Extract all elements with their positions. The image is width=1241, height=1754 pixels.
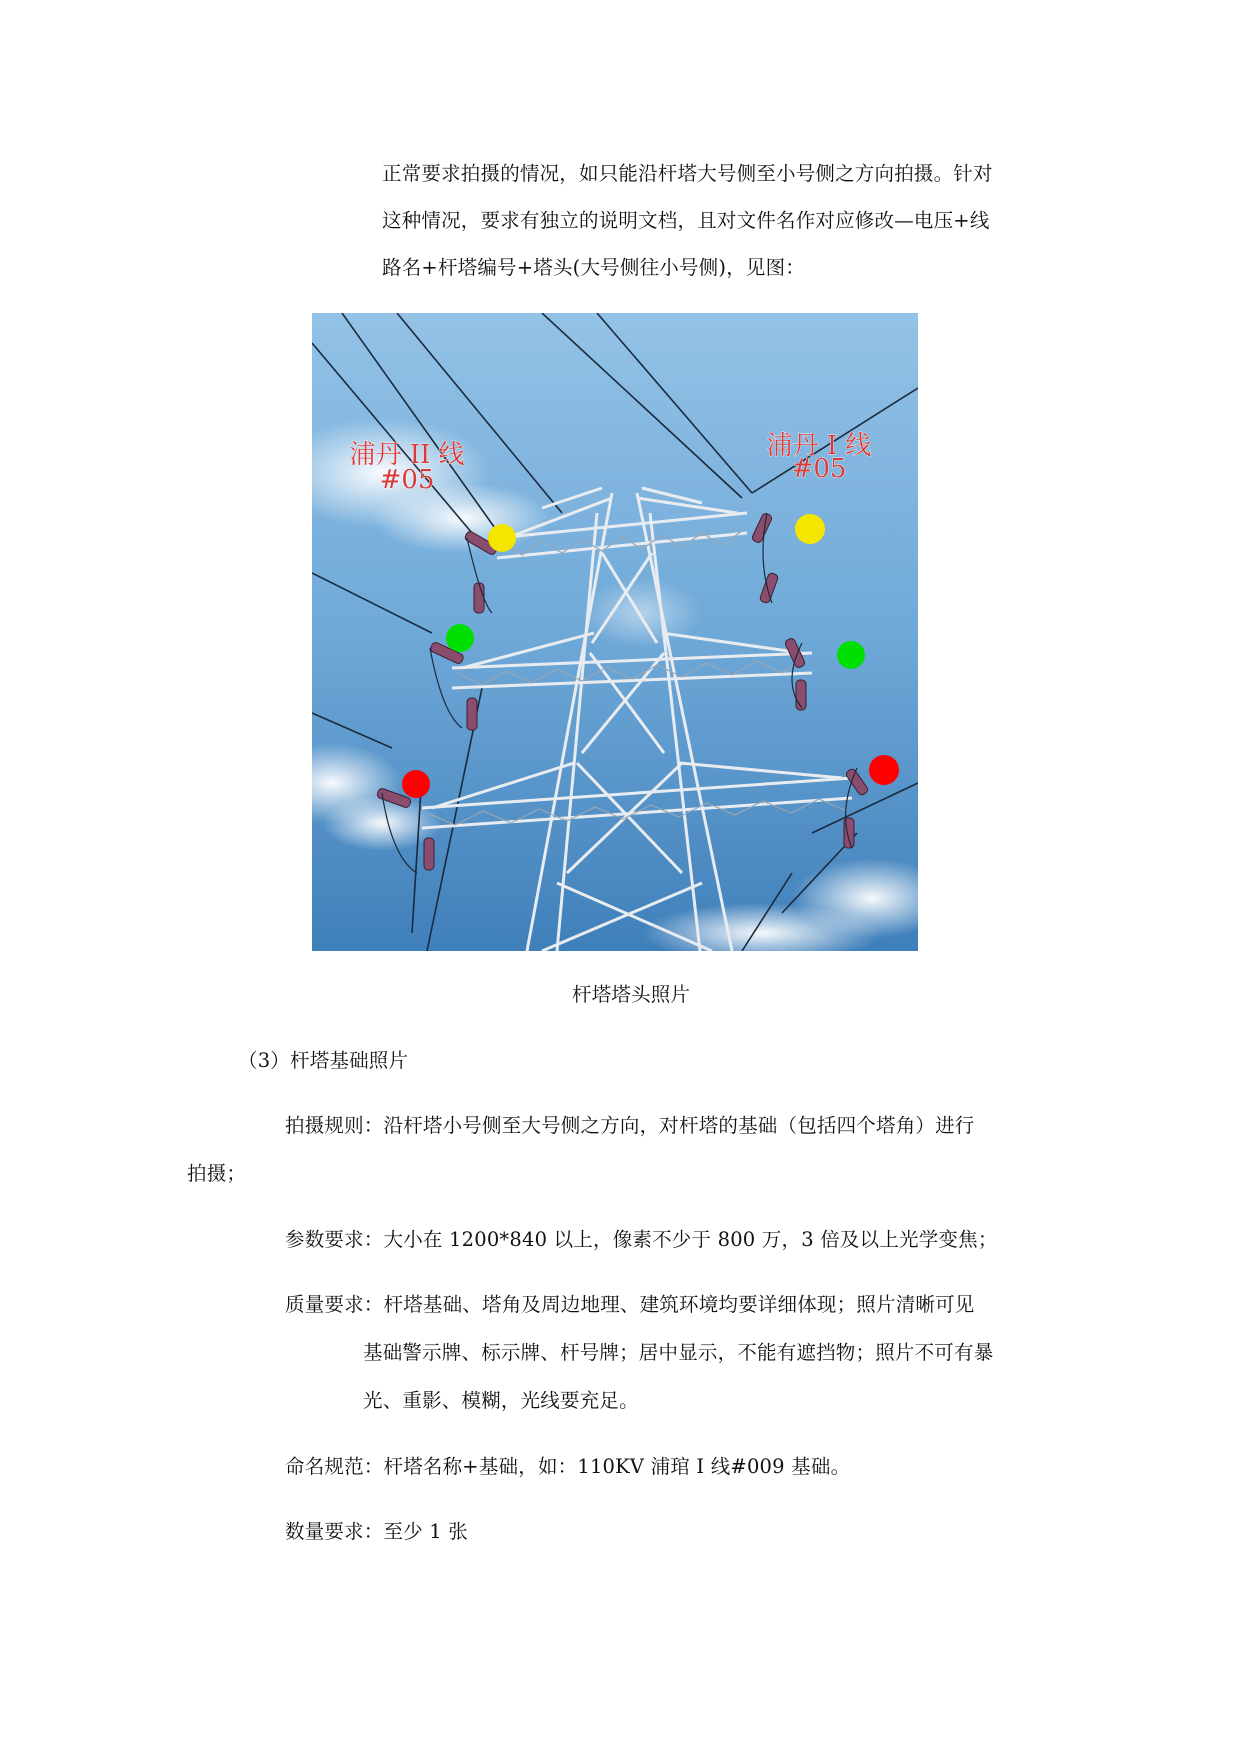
phase-marker-yellow-right	[795, 514, 825, 544]
phase-marker-red-right	[869, 755, 899, 785]
photo-caption: 杆塔塔头照片	[572, 983, 691, 1006]
intro-line-3: 路名+杆塔编号+塔头(大号侧往小号侧)，见图：	[382, 256, 805, 279]
quality-line-1: 质量要求：杆塔基础、塔角及周边地理、建筑环境均要详细体现；照片清晰可见	[285, 1293, 975, 1316]
quality-line-2: 基础警示牌、标示牌、杆号牌；居中显示，不能有遮挡物；照片不可有暴	[363, 1341, 994, 1364]
rule-line-1: 拍摄规则：沿杆塔小号侧至大号侧之方向，对杆塔的基础（包括四个塔角）进行	[285, 1114, 975, 1137]
section-heading: （3）杆塔基础照片	[238, 1049, 409, 1072]
phase-marker-green-left	[446, 624, 474, 652]
naming-line: 命名规范：杆塔名称+基础，如：110KV 浦琯 I 线#009 基础。	[285, 1455, 851, 1478]
tower-head-photo	[312, 313, 918, 951]
line-number-left: #05	[379, 465, 435, 495]
rule-line-2: 拍摄；	[187, 1162, 247, 1185]
line-label-right: 浦丹 I 线	[766, 431, 872, 461]
line-label-left: 浦丹 II 线	[349, 440, 465, 470]
intro-line-1: 正常要求拍摄的情况，如只能沿杆塔大号侧至小号侧之方向拍摄。针对	[382, 162, 993, 185]
quality-line-3: 光、重影、模糊，光线要充足。	[363, 1389, 639, 1412]
quantity-line: 数量要求：至少 1 张	[285, 1520, 469, 1543]
phase-marker-yellow-left	[488, 524, 516, 552]
params-line: 参数要求：大小在 1200*840 以上，像素不少于 800 万，3 倍及以上光学变焦；	[285, 1228, 998, 1251]
line-number-right: #05	[791, 454, 847, 484]
intro-line-2: 这种情况，要求有独立的说明文档，且对文件名作对应修改—电压+线	[382, 209, 990, 232]
phase-marker-green-right	[837, 641, 865, 669]
phase-marker-red-left	[402, 770, 430, 798]
